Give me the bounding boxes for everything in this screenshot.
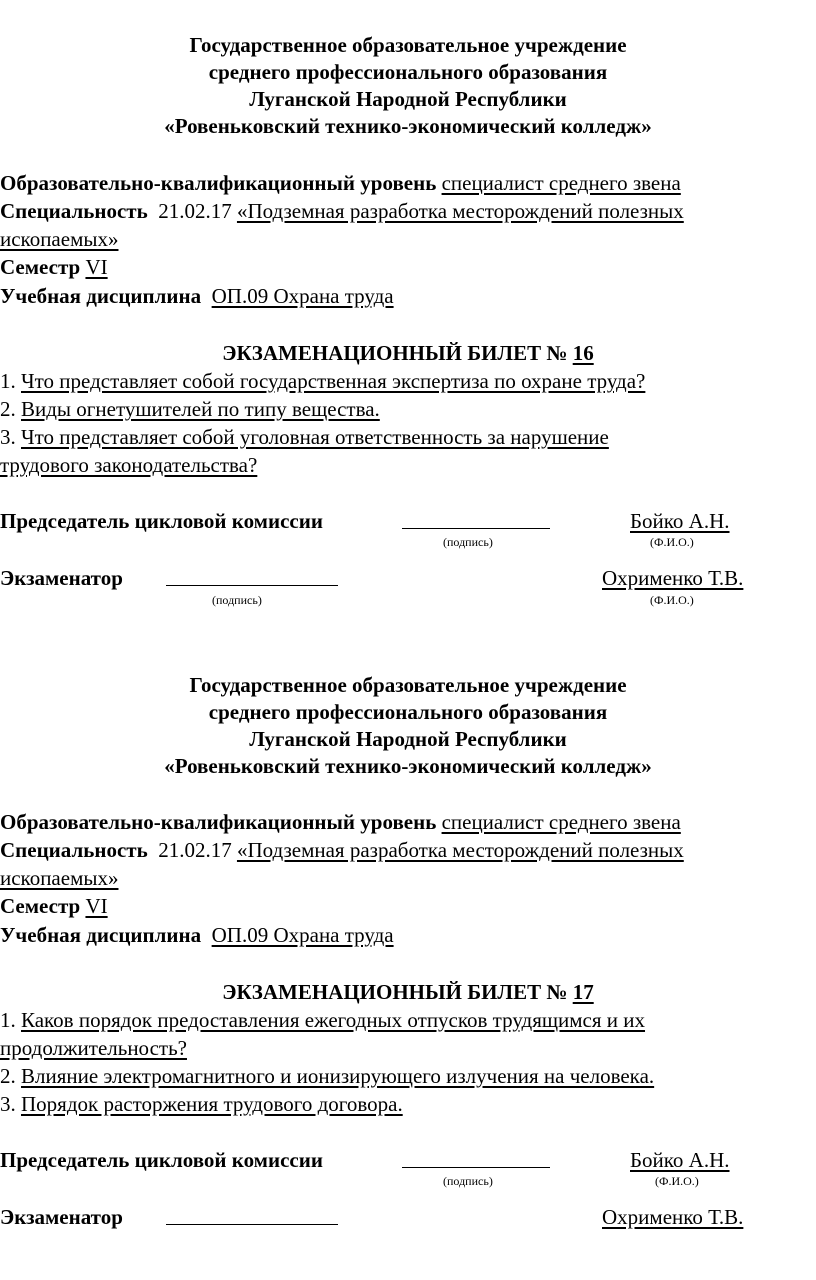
semester-row [0,893,108,920]
ticket-title [0,979,816,1006]
question-text-continued: продолжительность? [0,1036,187,1060]
question-text: Каков порядок предоставления ежегодных отпусков трудящимся и их [21,1008,646,1032]
question-1-continued [0,1035,187,1062]
question-1 [0,368,645,395]
chair-name: Бойко А.Н. [630,1148,730,1172]
institution-header-line: Государственное образовательное учреждение [189,33,627,57]
ticket-number: 16 [572,341,594,365]
question-number: 2. [0,397,16,421]
qualification-level-label: Образовательно-квалификационный уровень [0,810,437,834]
qualification-level-value: специалист среднего звена [441,171,681,195]
specialty-row [0,198,684,225]
specialty-code: 21.02.17 [158,199,232,223]
ticket-title-text: ЭКЗАМЕНАЦИОННЫЙ БИЛЕТ № [222,341,568,365]
fio-caption: (Ф.И.О.) [650,535,694,549]
discipline-row [0,922,394,949]
question-text: Что представляет собой государственная экспертиза по охране труда? [21,369,646,393]
discipline-label: Учебная дисциплина [0,923,202,947]
specialty-row [0,837,684,864]
question-number: 1. [0,1008,16,1032]
signature-caption: (подпись) [443,535,493,549]
ticket-number: 17 [572,980,594,1004]
chair-signature-line [402,528,550,529]
question-number: 2. [0,1064,16,1088]
discipline-value: ОП.09 Охрана труда [211,284,394,308]
specialty-code: 21.02.17 [158,838,232,862]
question-2 [0,396,380,423]
institution-header-line: Луганской Народной Республики [249,87,567,111]
specialty-row-continued [0,865,118,892]
question-3 [0,424,609,451]
specialty-value: «Подземная разработка месторождений полезных [236,838,684,862]
semester-value: VI [85,255,108,279]
question-number: 3. [0,425,16,449]
question-text: Виды огнетушителей по типу вещества. [21,397,380,421]
chair-name: Бойко А.Н. [630,509,730,533]
question-text: Что представляет собой уголовная ответственность за нарушение [21,425,609,449]
question-text: Порядок расторжения трудового договора. [21,1092,403,1116]
signature-caption: (подпись) [443,1174,493,1188]
institution-header-line: «Ровеньковский технико-экономический колледж» [164,114,652,138]
signature-caption: (подпись) [212,593,262,607]
examiner-signature-line [166,585,338,586]
qualification-level-value: специалист среднего звена [441,810,681,834]
semester-value: VI [85,894,108,918]
discipline-value: ОП.09 Охрана труда [211,923,394,947]
semester-row [0,254,108,281]
qualification-level-row [0,809,681,836]
discipline-row [0,283,394,310]
question-2 [0,1063,654,1090]
semester-label: Семестр [0,255,81,279]
question-3-continued [0,452,257,479]
specialty-row-continued [0,226,118,253]
fio-caption: (Ф.И.О.) [655,1174,699,1188]
specialty-label: Специальность [0,838,148,862]
examiner-signature-line [166,1224,338,1225]
specialty-value: «Подземная разработка месторождений полезных [236,199,684,223]
institution-header-line: среднего профессионального образования [208,700,608,724]
institution-header-line: среднего профессионального образования [208,60,608,84]
qualification-level-row [0,170,681,197]
institution-header-line: Луганской Народной Республики [249,727,567,751]
specialty-label: Специальность [0,199,148,223]
specialty-value-continued: ископаемых» [0,866,119,890]
question-3 [0,1091,403,1118]
question-text: Влияние электромагнитного и ионизирующего излучения на человека. [21,1064,655,1088]
examiner-label: Экзаменатор [0,1205,123,1229]
exam-ticket-17 [0,640,816,1280]
examiner-label: Экзаменатор [0,566,123,590]
discipline-label: Учебная дисциплина [0,284,202,308]
question-number: 1. [0,369,16,393]
qualification-level-label: Образовательно-квалификационный уровень [0,171,437,195]
question-1 [0,1007,645,1034]
question-text-continued: трудового законодательства? [0,453,258,477]
ticket-title-text: ЭКЗАМЕНАЦИОННЫЙ БИЛЕТ № [222,980,568,1004]
examiner-name: Охрименко Т.В. [602,566,744,590]
examiner-name: Охрименко Т.В. [602,1205,744,1229]
commission-chair-label: Председатель цикловой комиссии [0,509,323,533]
ticket-title [0,340,816,367]
fio-caption: (Ф.И.О.) [650,593,694,607]
question-number: 3. [0,1092,16,1116]
chair-signature-line [402,1167,550,1168]
institution-header-line: Государственное образовательное учреждение [189,673,627,697]
institution-header-line: «Ровеньковский технико-экономический колледж» [164,754,652,778]
semester-label: Семестр [0,894,81,918]
specialty-value-continued: ископаемых» [0,227,119,251]
commission-chair-label: Председатель цикловой комиссии [0,1148,323,1172]
